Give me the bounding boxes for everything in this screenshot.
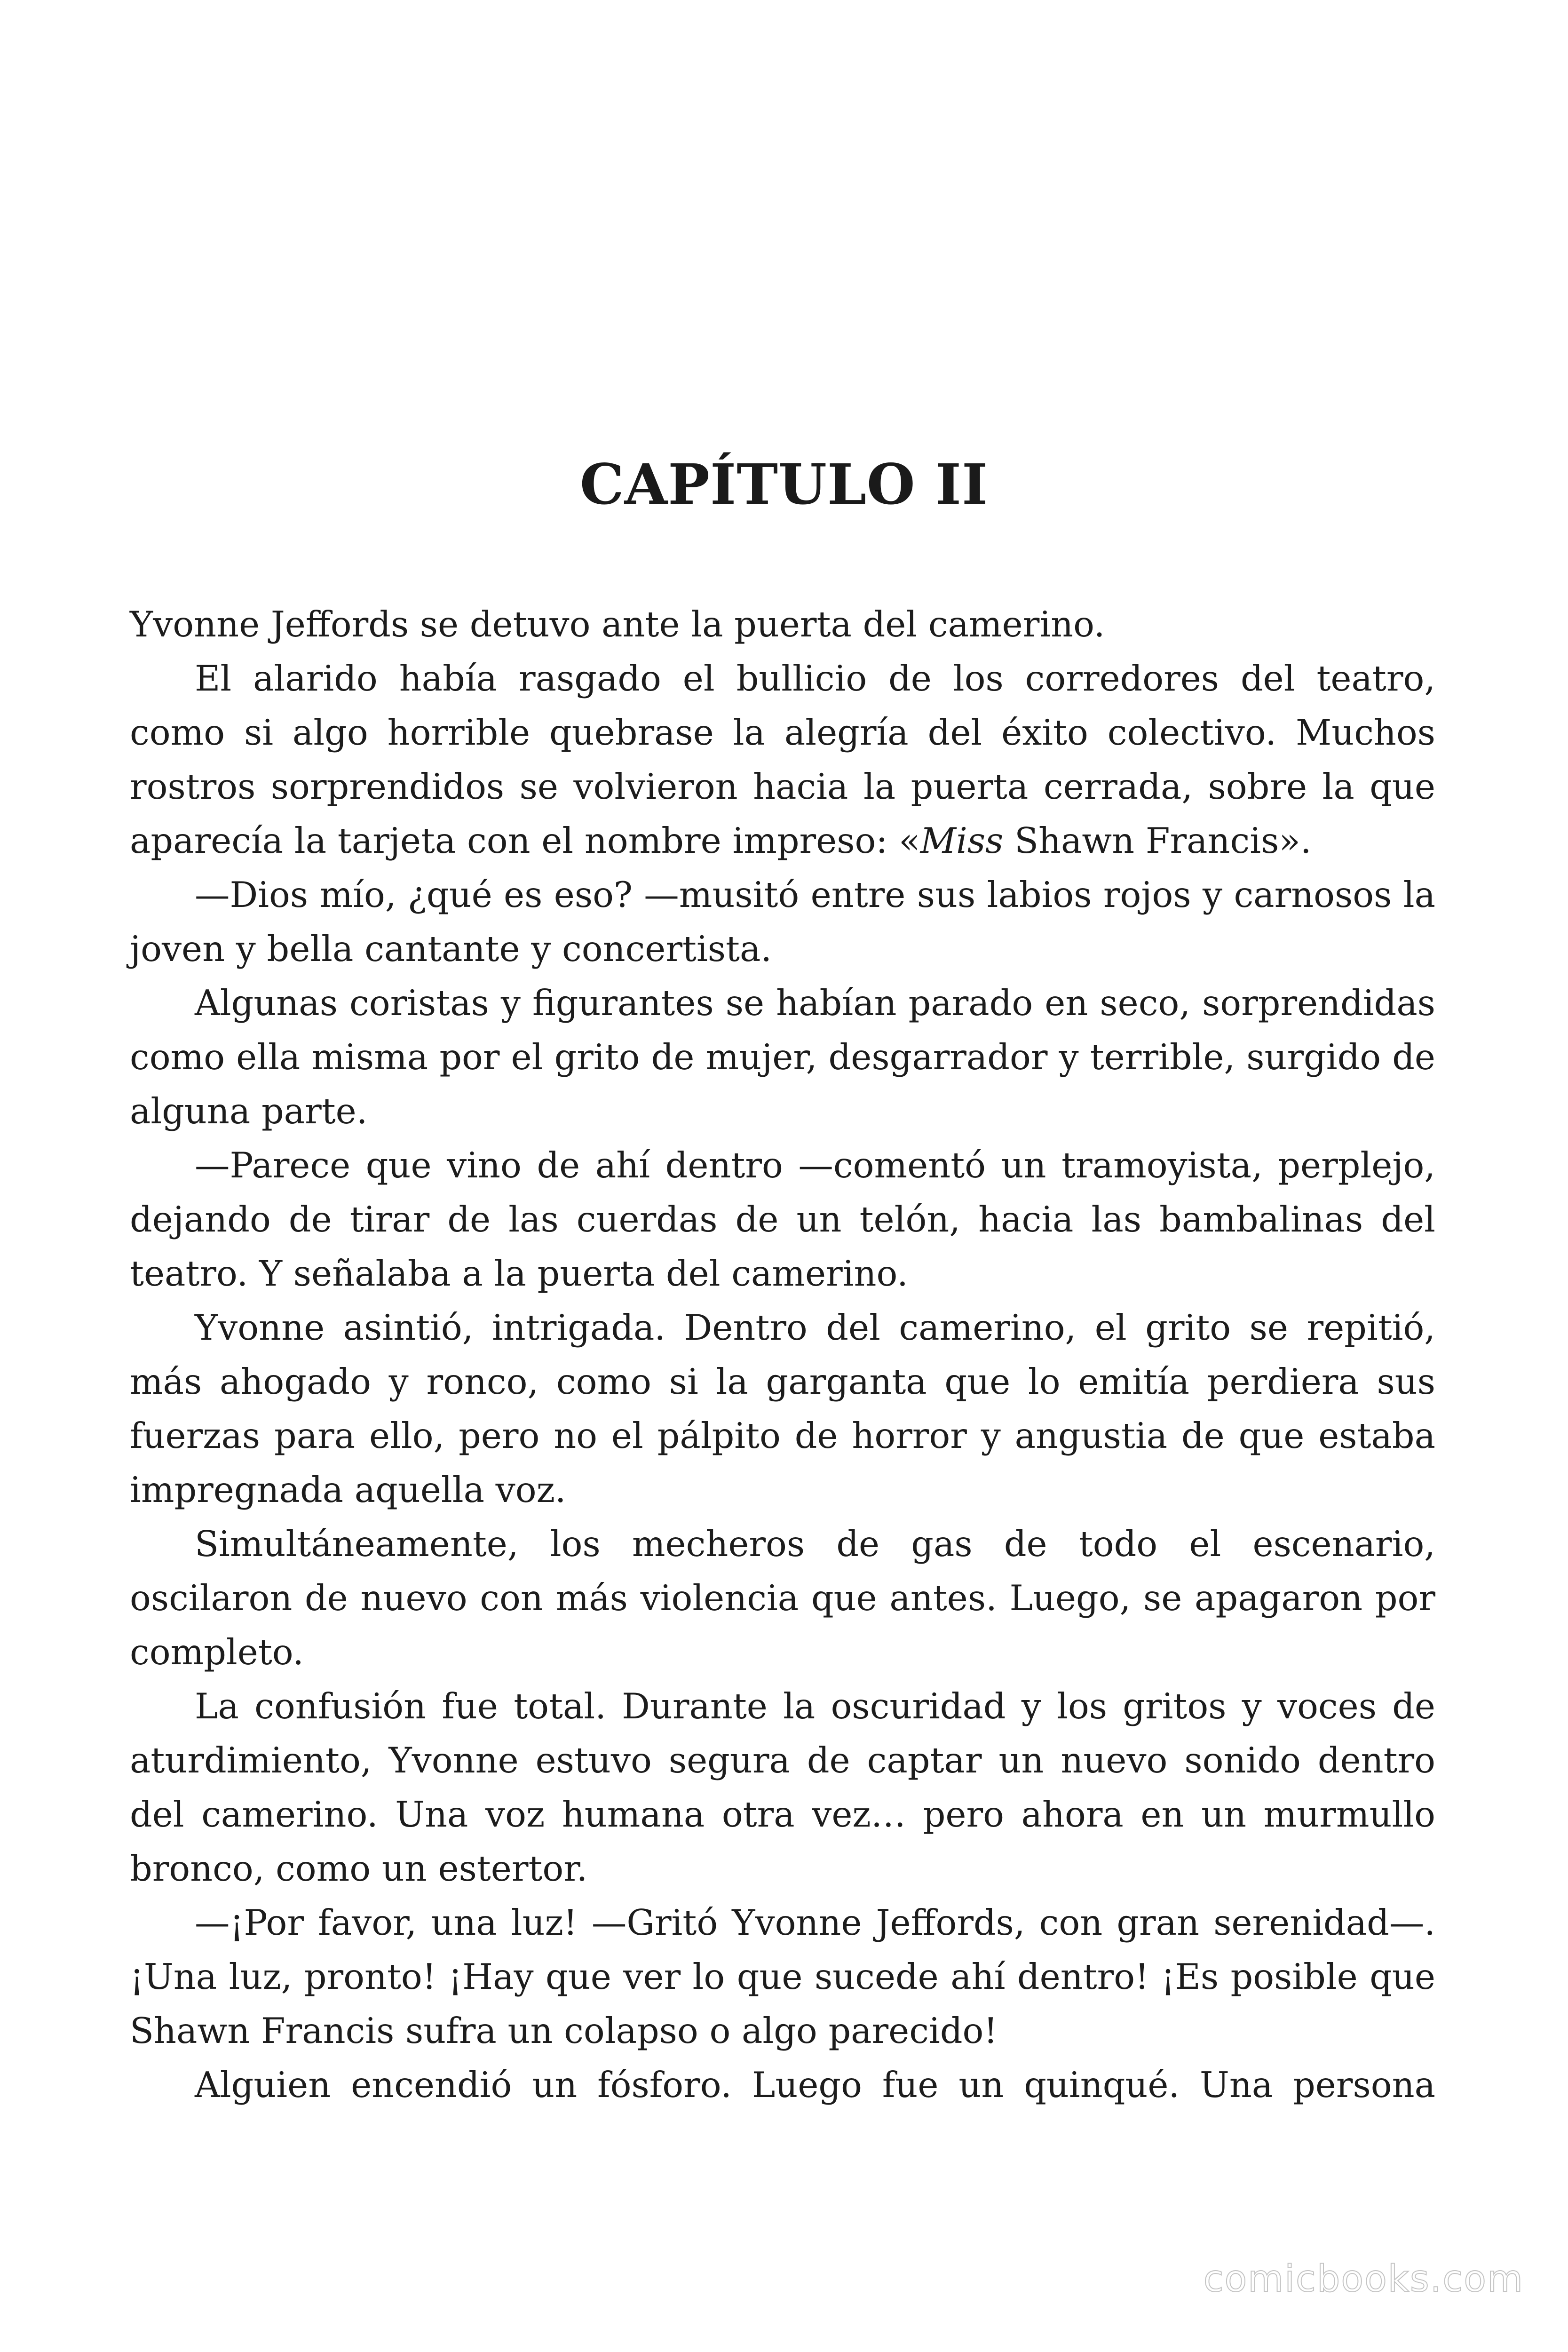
- chapter-title: CAPÍTULO II: [579, 452, 989, 517]
- paragraph: Yvonne Jeffords se detuvo ante la puerta del camerino.: [130, 604, 1105, 645]
- italic-miss: Miss: [920, 820, 1004, 861]
- paragraph: Alguien encendió un fósforo. Luego fue un quinqué. Una persona: [195, 2065, 1435, 2106]
- watermark: comicbooks.com: [1203, 2258, 1524, 2300]
- paragraph: [130, 652, 1435, 868]
- paragraph: —Parece que vino de ahí dentro —comentó un tramoyista, perplejo, dejando de tirar de las cuerdas de un telón, hacia las bambalinas del teatro. Y señalaba a la puerta del camerino.: [130, 1145, 1435, 1294]
- paragraph: Simultáneamente, los mecheros de gas de todo el escenario, oscilaron de nuevo con más violencia que antes. Luego, se apagaron por completo.: [130, 1524, 1435, 1673]
- paragraph: La confusión fue total. Durante la oscuridad y los gritos y voces de aturdimiento, Yvonne estuvo segura de captar un nuevo sonido dentro del camerino. Una voz humana otra vez… pero ahora en un murmullo bronco, como un estertor.: [130, 1686, 1435, 1889]
- paragraph: Algunas coristas y figurantes se habían parado en seco, sorprendidas como ella misma por el grito de mujer, desgarrador y terrible, surgido de alguna parte.: [130, 983, 1435, 1132]
- paragraph: Yvonne asintió, intrigada. Dentro del camerino, el grito se repitió, más ahogado y ronco, como si la garganta que lo emitía perdiera sus fuerzas para ello, pero no el pálpito de horror y angustia de que estaba impregnada aquella voz.: [130, 1307, 1435, 1510]
- chapter-body: [130, 597, 1435, 2112]
- paragraph: —¡Por favor, una luz! —Gritó Yvonne Jeffords, con gran serenidad—. ¡Una luz, pronto! ¡Hay que ver lo que sucede ahí dentro! ¡Es posible que Shawn Francis sufra un colapso o algo parecido!: [130, 1902, 1435, 2051]
- card-name-text: Shawn Francis».: [1003, 820, 1312, 861]
- paragraph: —Dios mío, ¿qué es eso? —musitó entre sus labios rojos y carnosos la joven y bella cantante y concertista.: [130, 874, 1435, 969]
- paragraph-text: El alarido había rasgado el bullicio de los corredores del teatro, como si algo horrible quebrase la alegría del éxito colectivo. Muchos rostros sorprendidos se volvieron hacia la puerta cerrada, sobre la que aparecía la tarjeta con el nombre impreso: «: [130, 658, 1435, 861]
